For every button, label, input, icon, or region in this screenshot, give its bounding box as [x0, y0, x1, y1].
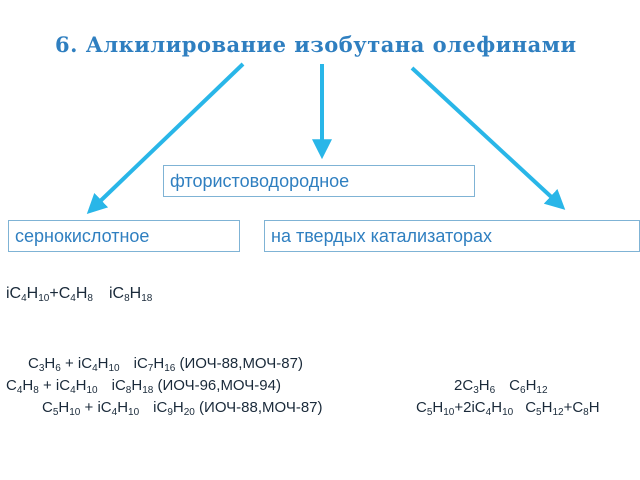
hf-alkylation-box: фтористоводородное — [163, 165, 475, 197]
sulfuric-alkylation-box: сернокислотное — [8, 220, 240, 252]
reaction-equation-2: $C_4H_8 + iC_4H_{10}$ $iC_8H_{18}$ (ИОЧ-96,МОЧ-94) — [6, 377, 281, 396]
page-title: 6. Алкилирование изобутана олефинами — [55, 32, 577, 57]
reaction-equation-3: $C_5H_{10} + iC_4H_{10}$ $iC_9H_{20}$ (ИОЧ-88,МОЧ-87) — [42, 399, 323, 418]
reaction-equation-4: $2C_3H_6$ $C_6H_{12}$ — [454, 377, 548, 396]
solid-catalyst-box: на твердых катализаторах — [264, 220, 640, 252]
reaction-equation-1: $C_3H_6 + iC_4H_{10}$ $iC_7H_{16}$ (ИОЧ-88,МОЧ-87) — [28, 355, 303, 374]
reaction-equation-5: $C_5H_{10}+2iC_4H_{10}$ $C_5H_{12}+C_8H$ — [416, 399, 600, 418]
main-reaction-equation: $iC_4H_{10}+C_4H_8$ $iC_8H_{18}$ — [6, 285, 153, 304]
